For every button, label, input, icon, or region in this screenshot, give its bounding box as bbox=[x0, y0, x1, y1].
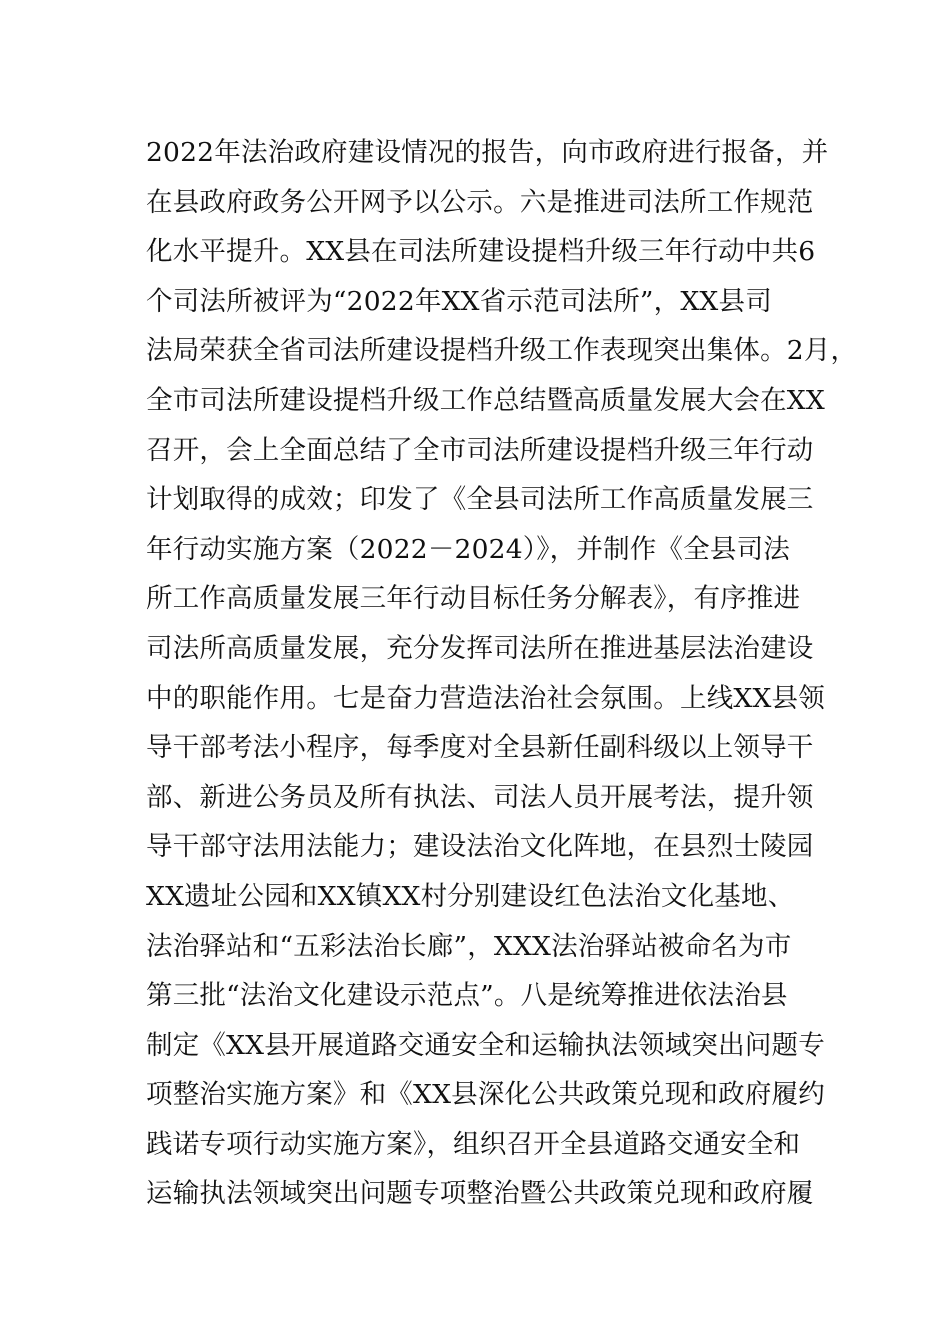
text-line: 召开，会上全面总结了全市司法所建设提档升级三年行动 bbox=[146, 434, 814, 466]
text-line: 制定《XX县开展道路交通安全和运输执法领域突出问题专 bbox=[146, 1029, 825, 1061]
text-line: 2022年法治政府建设情况的报告，向市政府进行报备，并 bbox=[146, 137, 829, 168]
body-text bbox=[146, 128, 858, 1219]
text-line: 导干部考法小程序，每季度对全县新任副科级以上领导干 bbox=[146, 732, 814, 764]
text-line: 法局荣获全省司法所建设提档升级工作表现突出集体。2月， bbox=[146, 335, 858, 367]
text-line: 个司法所被评为“2022年XX省示范司法所”，XX县司 bbox=[146, 285, 772, 317]
text-line: 计划取得的成效；印发了《全县司法所工作高质量发展三 bbox=[146, 484, 814, 516]
text-line: 中的职能作用。七是奋力营造法治社会氛围。上线XX县领 bbox=[146, 682, 825, 714]
text-line: 司法所高质量发展，充分发挥司法所在推进基层法治建设 bbox=[146, 632, 814, 664]
text-line: 在县政府政务公开网予以公示。六是推进司法所工作规范 bbox=[146, 186, 814, 218]
text-line: 法治驿站和“五彩法治长廊”，XXX法治驿站被命名为市 bbox=[146, 930, 792, 962]
text-line: 化水平提升。XX县在司法所建设提档升级三年行动中共6 bbox=[146, 236, 816, 268]
text-line: 践诺专项行动实施方案》，组织召开全县道路交通安全和 bbox=[146, 1128, 801, 1160]
text-line: 所工作高质量发展三年行动目标任务分解表》，有序推进 bbox=[146, 583, 801, 615]
text-line: 运输执法领域突出问题专项整治暨公共政策兑现和政府履 bbox=[146, 1178, 814, 1210]
text-line: 年行动实施方案（2022－2024）》，并制作《全县司法 bbox=[146, 533, 790, 565]
text-line: 全市司法所建设提档升级工作总结暨高质量发展大会在XX bbox=[146, 384, 825, 416]
text-line: 第三批“法治文化建设示范点”。八是统筹推进依法治县 bbox=[146, 980, 788, 1012]
text-line: 项整治实施方案》和《XX县深化公共政策兑现和政府履约 bbox=[146, 1079, 825, 1111]
text-line: XX遗址公园和XX镇XX村分别建设红色法治文化基地、 bbox=[146, 880, 795, 912]
text-line: 导干部守法用法能力；建设法治文化阵地，在县烈士陵园 bbox=[146, 831, 814, 863]
text-line: 部、新进公务员及所有执法、司法人员开展考法，提升领 bbox=[146, 781, 814, 813]
